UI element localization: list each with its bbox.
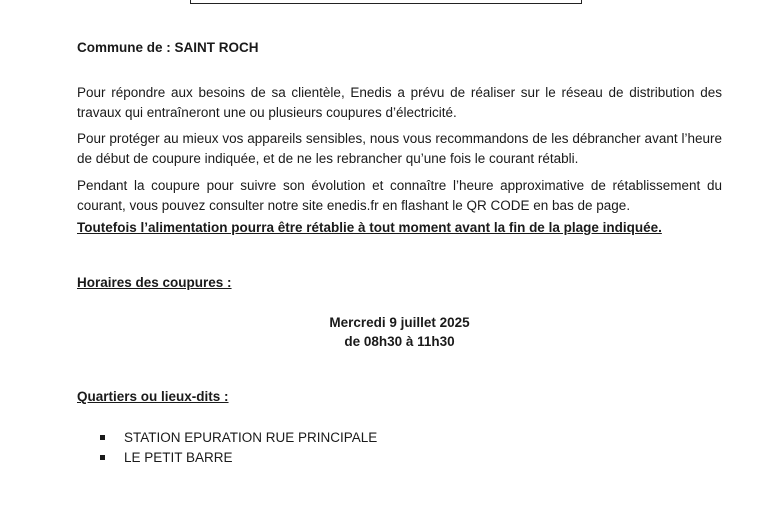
square-bullet-icon xyxy=(100,455,105,460)
tracking-paragraph: Pendant la coupure pour suivre son évolution et connaître l’heure approximative de rétablissement du courant, vous pouvez consulter notre site enedis.fr en flashant le QR CODE en bas de page. xyxy=(77,178,722,213)
protection-paragraph: Pour protéger au mieux vos appareils sensibles, nous vous recommandons de les débrancher avant l’heure de début de coupure indiquée, et de ne les rebrancher qu’une fois le courant rétabli. xyxy=(77,131,722,166)
areas-section-title: Quartiers ou lieux-dits : xyxy=(77,389,229,404)
restoration-warning: Toutefois l’alimentation pourra être rétablie à tout moment avant la fin de la plage indiquée. xyxy=(77,220,662,235)
list-item xyxy=(97,448,377,468)
square-bullet-icon xyxy=(100,435,105,440)
hours-section-title: Horaires des coupures : xyxy=(77,275,232,290)
outage-date: Mercredi 9 juillet 2025 xyxy=(329,315,470,330)
commune-heading: Commune de : SAINT ROCH xyxy=(77,40,259,55)
area-name: STATION EPURATION RUE PRINCIPALE xyxy=(124,430,378,445)
outage-time: de 08h30 à 11h30 xyxy=(344,334,455,349)
areas-list xyxy=(97,428,377,467)
intro-paragraph: Pour répondre aux besoins de sa clientèle, Enedis a prévu de réaliser sur le réseau de distribution des travaux qui entraîneront une ou plusieurs coupures d’électricité. xyxy=(77,85,722,120)
header-frame xyxy=(190,0,582,4)
outage-schedule xyxy=(77,313,722,351)
area-name: LE PETIT BARRE xyxy=(124,449,233,465)
list-item xyxy=(97,428,377,448)
